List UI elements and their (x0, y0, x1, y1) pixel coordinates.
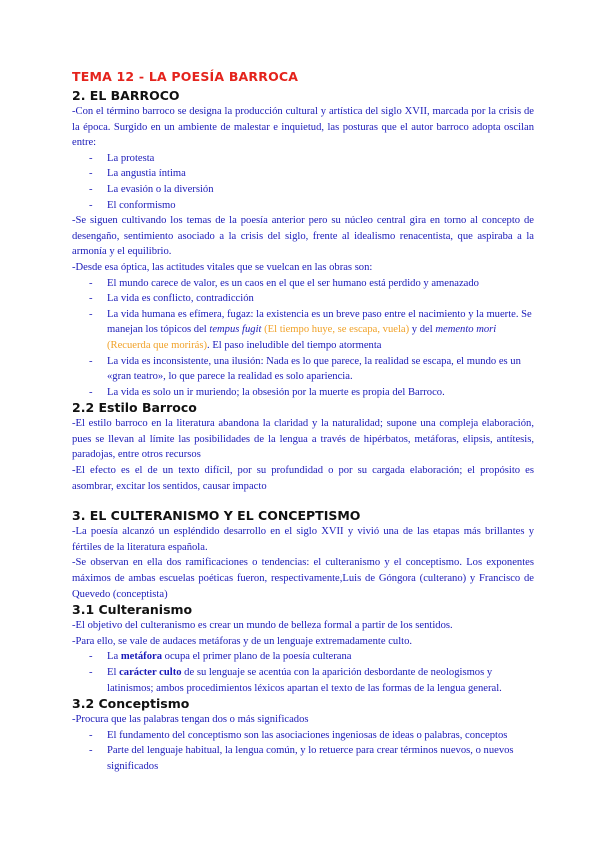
desengano-paragraph: -Se siguen cultivando los temas de la poesía anterior pero su núcleo central gira en torno al concepto de desengaño, sentimiento asociado a la crisis del siglo, frente al idealismo renacentista, que aspiraba a la armonía y el equilibrio. (72, 215, 534, 258)
actitudes-list (72, 276, 534, 401)
list-item: - El conformismo (72, 198, 534, 214)
dash-bullet: - (89, 168, 93, 180)
list-item: - La vida es solo un ir muriendo; la obsesión por la muerte es propia del Barroco. (72, 385, 534, 401)
tempus-fugit-term: tempus fugit (209, 324, 262, 336)
dash-bullet: - (89, 386, 93, 398)
memento-mori-translation: (Recuerda que morirás) (107, 339, 208, 351)
list-item: - El carácter culto de su lenguaje se acentúa con la aparición desbordante de neologismos y latinismos; ambos procedimientos léxicos apartan el texto de las formas de la lengua general. (89, 667, 502, 694)
dash-bullet: - (89, 308, 93, 320)
conceptismo-paragraph: -Procura que las palabras tengan dos o más significados (72, 714, 309, 726)
culteranismo-list (72, 649, 534, 696)
heading-culteranismo: 3.1 Culteranismo (72, 602, 193, 618)
culteranismo-paragraph-2: -Para ello, se vale de audaces metáforas y de un lenguaje extremadamente culto. (72, 635, 413, 647)
caracter-culto-term: carácter culto (119, 667, 182, 678)
heading-culteranismo-conceptismo: 3. EL CULTERANISMO Y EL CONCEPTISMO (72, 508, 361, 524)
posturas-list (72, 151, 534, 213)
list-item: - La evasión o la diversión (72, 182, 534, 198)
heading-el-barroco: 2. EL BARROCO (72, 88, 180, 103)
list-item: - La metáfora ocupa el primer plano de la poesía culterana (72, 649, 534, 665)
dash-bullet: - (89, 729, 93, 741)
dash-bullet: - (89, 355, 93, 367)
tendencias-paragraph: -Se observan en ella dos ramificaciones o tendencias: el culteranismo y el conceptismo. Los exponentes máximos de ambas escuelas poéticas fueron, respectivamente,Luis de Góngora (culterano) y Francisco de Quevedo (conceptista) (72, 557, 534, 600)
barroco-intro-paragraph: -Con el término barroco se designa la producción cultural y artística del siglo XVII, marcada por la crisis de la época. Surgido en un ambiente de malestar e inquietud, las posturas que el autor barroco adopta oscilan entre: (72, 106, 534, 149)
heading-estilo-barroco: 2.2 Estilo Barroco (72, 400, 197, 416)
dash-bullet: - (89, 152, 93, 164)
list-item: - La vida humana es efímera, fugaz: la existencia es un breve paso entre el nacimiento y la muerte. Se manejan los tópicos del tempus fugit (El tiempo huye, se escapa, vuela) y del memento mori (Recuerda que morirás). El paso ineludible del tiempo atormenta (89, 308, 532, 351)
dash-bullet: - (89, 199, 93, 211)
estilo-paragraph-1: -El estilo barroco en la literatura abandona la claridad y la naturalidad; supone una compleja elaboración, pues se llevan al límite las posibilidades de la lengua a través de hipérbatos, metáforas, elipsis, antítesis, paradojas, entre otros recursos (72, 418, 534, 461)
metafora-term: metáfora (120, 651, 163, 663)
poesia-paragraph: -La poesía alcanzó un espléndido desarrollo en el siglo XVII y vivió una de las etapas más brillantes y fértiles de la literatura española. (72, 526, 534, 553)
dash-bullet: - (89, 667, 93, 678)
list-item: - La angustia íntima (72, 166, 534, 182)
list-item: - La vida es conflicto, contradicción (72, 291, 534, 307)
conceptismo-list (72, 728, 534, 775)
dash-bullet: - (89, 293, 93, 305)
culteranismo-paragraph-1: -El objetivo del culteranismo es crear un mundo de belleza formal a partir de los sentidos. (72, 620, 453, 632)
memento-mori-term: memento mori (435, 324, 497, 336)
list-item: - Parte del lenguaje habitual, la lengua común, y lo retuerce para crear términos nuevos, o nuevos significados (89, 745, 514, 772)
list-item: - El mundo carece de valor, es un caos en el que el ser humano está perdido y amenazado (72, 276, 534, 292)
document-page (72, 69, 534, 775)
estilo-paragraph-2: -El efecto es el de un texto difícil, por su profundidad o por su cargada elaboración; el propósito es asombrar, excitar los sentidos, causar impacto (72, 465, 534, 492)
list-item: - La vida es inconsistente, una ilusión: Nada es lo que parece, la realidad se escapa, el mundo es un «gran teatro», lo que parece la realidad es solo apariencia. (89, 355, 521, 383)
dash-bullet: - (89, 745, 93, 757)
dash-bullet: - (89, 277, 93, 289)
dash-bullet: - (89, 651, 93, 663)
list-item: - La protesta (72, 151, 534, 167)
dash-bullet: - (89, 183, 93, 195)
heading-conceptismo: 3.2 Conceptismo (72, 696, 190, 712)
tempus-fugit-translation: (El tiempo huye, se escapa, vuela) (261, 324, 410, 336)
list-item: - El fundamento del conceptismo son las asociaciones ingeniosas de ideas o palabras, conceptos (72, 728, 534, 744)
document-title: TEMA 12 - LA POESÍA BARROCA (72, 69, 299, 84)
actitudes-paragraph: -Desde esa óptica, las actitudes vitales que se vuelcan en las obras son: (72, 261, 373, 273)
